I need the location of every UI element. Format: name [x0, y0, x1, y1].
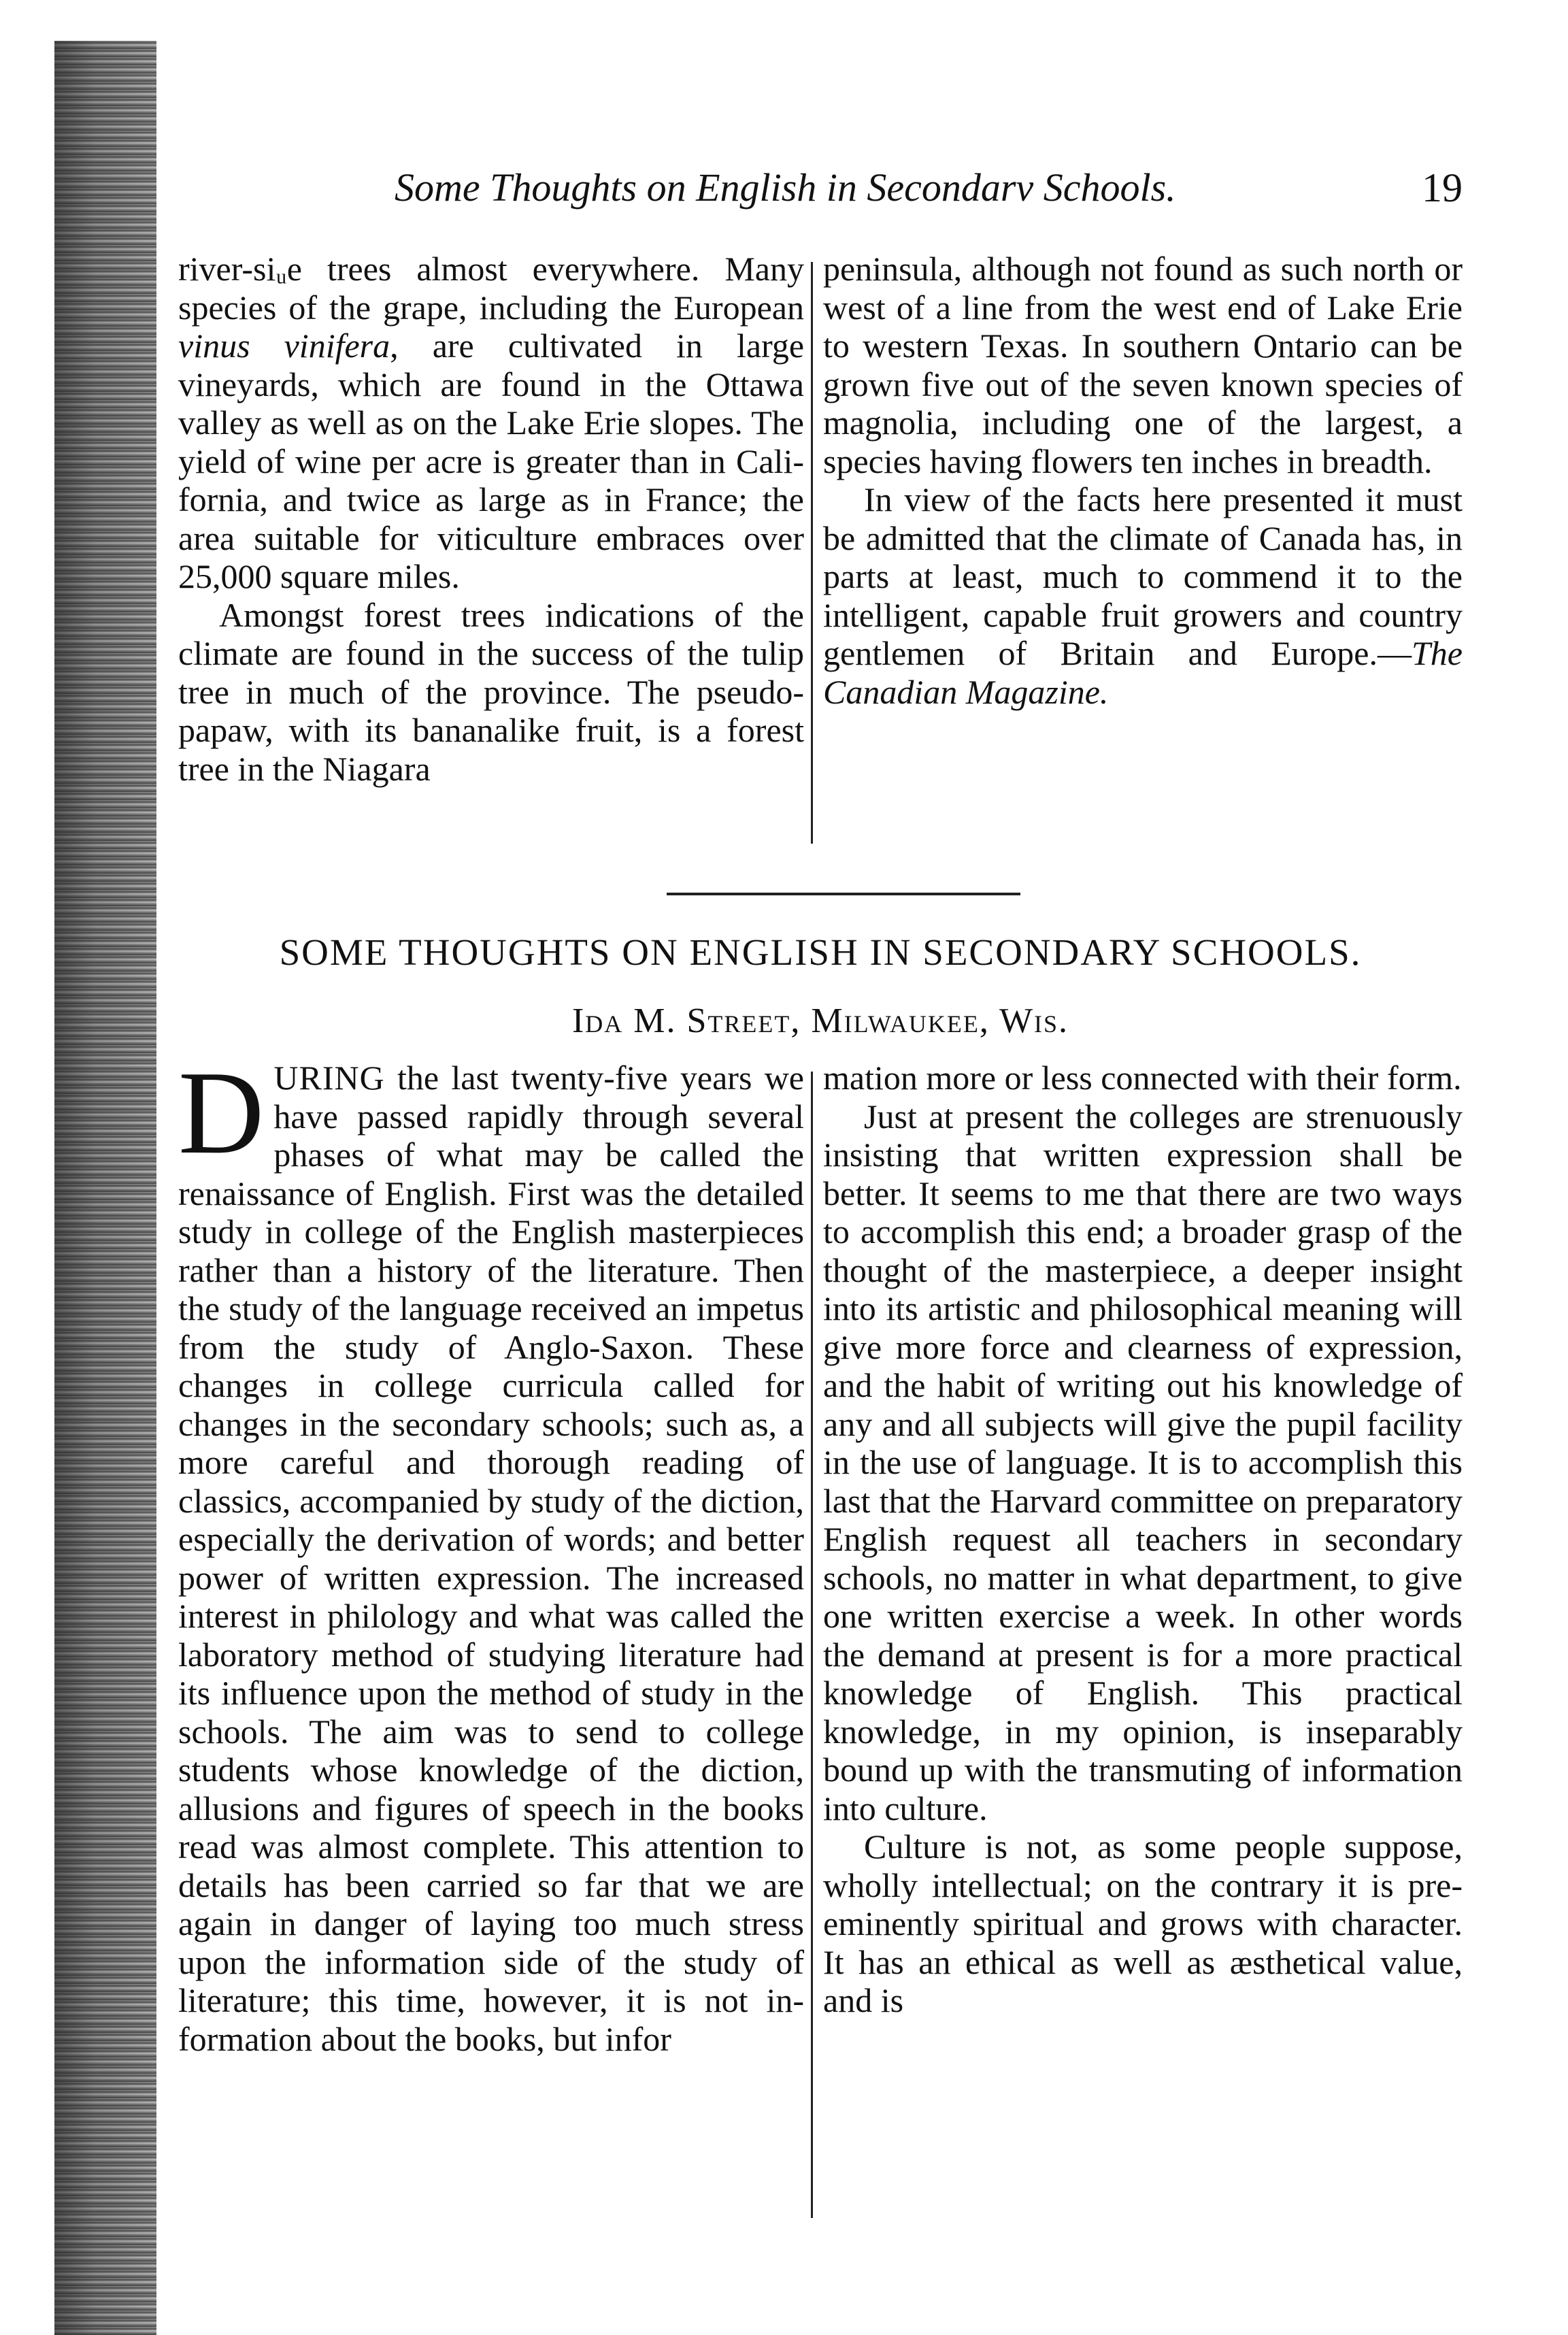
paragraph	[823, 1059, 1463, 1097]
previous-article-right-column	[823, 250, 1463, 862]
column-rule-top	[811, 262, 813, 844]
text-run: Culture is not, as some people suppose, wholly intellectual; on the contrary it is pre-eminently spiritual and grows with character. It has an ethical as well as æsthetical value, and is	[823, 1827, 1463, 2019]
italic-text: vinus vinifera	[178, 327, 390, 365]
article-right-column	[823, 1059, 1463, 2222]
paragraph	[823, 1827, 1463, 2020]
first-word: URING	[273, 1059, 385, 1097]
book-binding-edge	[54, 41, 156, 2335]
text-run: , are cultivated in large vineyards, which are found in the Ottawa valley as well as on the Lake Erie slopes. The yield of wine per acre is greater than in California, and twice as large as in France; the area suitable for viticulture embraces over 25,000 square miles.	[178, 327, 805, 595]
text-run: mation more or less connected with their form.	[823, 1059, 1462, 1097]
article-divider	[667, 893, 1020, 895]
column-rule-bottom	[811, 1072, 813, 2218]
paragraph	[178, 250, 804, 596]
paragraph	[178, 596, 804, 789]
running-title: Some Thoughts on English in Secondarv Schools.	[395, 165, 1176, 210]
page-number: 19	[1422, 165, 1463, 210]
text-run: In view of the facts here presented it must be admitted that the climate of Canada has, in parts at least, much to commend it to the intelligent, capable fruit growers and country gentlemen of Britain and Europe.—	[823, 480, 1463, 672]
paragraph	[823, 480, 1463, 711]
paragraph	[823, 250, 1463, 480]
article-left-column	[178, 1046, 804, 2222]
text-run: river-siᵤe trees almost everywhere. Many species of the grape, including the European	[178, 250, 804, 327]
previous-article-left-column	[178, 250, 804, 862]
drop-cap: D	[178, 1046, 265, 1178]
article-title: SOME THOUGHTS ON ENGLISH IN SECONDARY SCHOOLS.	[279, 931, 1362, 973]
text-run: Just at present the colleges are strenuously insisting that written expression shall be better. It seems to me that there are two ways to accomplish this end; a broader grasp of the thought of the masterpiece, a deeper insight into its artistic and philosophical meaning will give more force and clearness of expression, and the habit of writing out his knowledge of any and all subjects will give the pupil facility in the use of language. It is to accomplish this last that the Harvard committee on preparatory English request all teachers in secondary schools, no matter in what department, to give one written exercise a week. In other words the demand at present is for a more practical knowledge of English. This practical knowledge, in my opinion, is inseparably bound up with the transmuting of information into culture.	[823, 1097, 1463, 1827]
text-run: the last twenty-five years we have passed rapidly through several phases of what may be called the renaissance of English. First was the detailed study in college of the English masterpieces rather than a history of the literature. Then the study of the language received an impetus from the study of Anglo-Saxon. These changes in college curricula called for changes in the secondary schools; such as, a more careful and thorough reading of classics, accompanied by study of the diction, especially the derivation of words; and better power of written expression. The increased interest in philology and what was called the laboratory method of studying literature had its influence upon the method of study in the schools. The aim was to send to college students whose knowledge of the diction, allusions and figures of speech in the books read was almost complete. This attention to details has been carried so far that we are again in danger of laying too much stress upon the information side of the study of literature; this time, however, it is not information about the books, but infor	[178, 1059, 804, 2058]
italic-text: The Canadian Magazine.	[823, 634, 1463, 711]
article-left-text	[178, 1046, 804, 2058]
text-run: Amongst forest trees indications of the climate are found in the success of the tulip tree in much of the province. The pseudo-papaw, with its bananalike fruit, is a forest tree in the Niagara	[178, 595, 804, 788]
text-run: peninsula, although not found as such north or west of a line from the west end of Lake Erie to western Texas. In southern Ontario can be grown five out of the seven known species of magnolia, including one of the largest, a species having flowers ten inches in breadth.	[823, 250, 1463, 480]
article-byline: Ida M. Street, Milwaukee, Wis.	[571, 1001, 1069, 1040]
running-head	[177, 161, 1463, 215]
paragraph	[823, 1097, 1463, 1828]
